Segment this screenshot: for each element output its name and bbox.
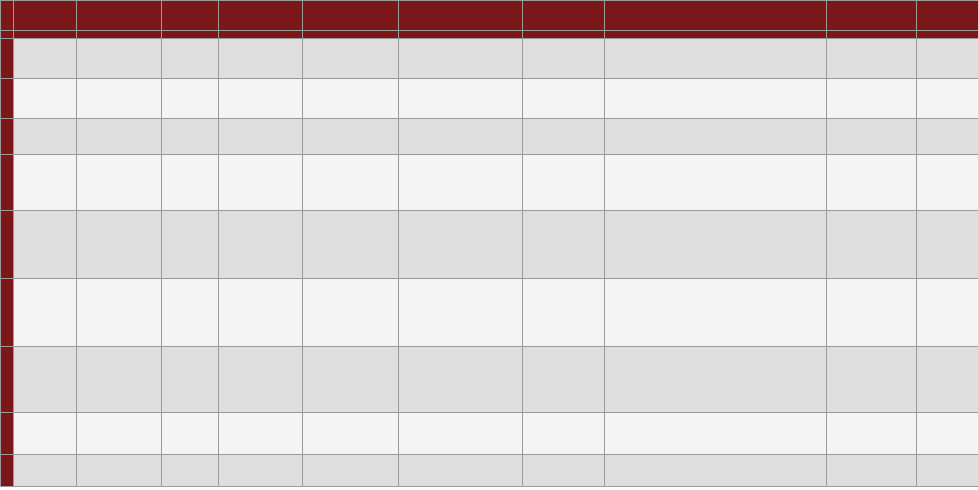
row-last-col <box>917 347 978 413</box>
row-retention <box>523 413 605 455</box>
row-data-categories <box>162 79 219 119</box>
subheader-c3 <box>77 31 162 39</box>
row-security <box>605 347 827 413</box>
row-security <box>605 155 827 211</box>
header-data-categories <box>162 1 219 31</box>
row-activity <box>14 413 77 455</box>
row-transfers <box>399 455 523 487</box>
table-row <box>1 79 978 119</box>
row-last-col <box>917 119 978 155</box>
row-data-categories <box>162 455 219 487</box>
header-col-10 <box>827 1 917 31</box>
row-transfers <box>399 39 523 79</box>
row-purpose <box>77 279 162 347</box>
row-number <box>1 279 14 347</box>
row-col-10 <box>827 455 917 487</box>
row-transfers <box>399 211 523 279</box>
row-purpose <box>77 79 162 119</box>
row-activity <box>14 119 77 155</box>
row-people-categories <box>219 413 303 455</box>
subheader-row <box>1 31 978 39</box>
row-col-10 <box>827 155 917 211</box>
row-number <box>1 79 14 119</box>
header-activity <box>14 1 77 31</box>
row-recipients <box>303 79 399 119</box>
row-data-categories <box>162 39 219 79</box>
table-row <box>1 119 978 155</box>
row-number <box>1 155 14 211</box>
subheader-c9 <box>605 31 827 39</box>
row-recipients <box>303 413 399 455</box>
row-activity <box>14 39 77 79</box>
row-people-categories <box>219 79 303 119</box>
row-recipients <box>303 279 399 347</box>
header-retention <box>523 1 605 31</box>
row-col-10 <box>827 39 917 79</box>
row-activity <box>14 79 77 119</box>
row-people-categories <box>219 211 303 279</box>
table-row <box>1 455 978 487</box>
row-number <box>1 413 14 455</box>
table-row <box>1 211 978 279</box>
row-purpose <box>77 211 162 279</box>
subheader-c7 <box>399 31 523 39</box>
row-number <box>1 455 14 487</box>
row-transfers <box>399 279 523 347</box>
row-col-10 <box>827 347 917 413</box>
row-col-10 <box>827 211 917 279</box>
row-retention <box>523 211 605 279</box>
table-row <box>1 413 978 455</box>
header-transfers <box>399 1 523 31</box>
header-security <box>605 1 827 31</box>
row-last-col <box>917 211 978 279</box>
row-purpose <box>77 347 162 413</box>
row-data-categories <box>162 279 219 347</box>
row-people-categories <box>219 119 303 155</box>
row-recipients <box>303 455 399 487</box>
row-number <box>1 347 14 413</box>
row-last-col <box>917 455 978 487</box>
row-activity <box>14 347 77 413</box>
table-row <box>1 39 978 79</box>
row-number <box>1 211 14 279</box>
row-activity <box>14 155 77 211</box>
row-last-col <box>917 39 978 79</box>
header-last-col <box>917 1 978 31</box>
row-last-col <box>917 155 978 211</box>
row-people-categories <box>219 155 303 211</box>
row-col-10 <box>827 79 917 119</box>
row-recipients <box>303 39 399 79</box>
row-recipients <box>303 211 399 279</box>
row-purpose <box>77 455 162 487</box>
row-retention <box>523 119 605 155</box>
row-security <box>605 413 827 455</box>
row-purpose <box>77 413 162 455</box>
row-transfers <box>399 119 523 155</box>
header-people-categories <box>219 1 303 31</box>
row-number <box>1 119 14 155</box>
row-security <box>605 455 827 487</box>
row-transfers <box>399 79 523 119</box>
table-row <box>1 347 978 413</box>
subheader-c11 <box>917 31 978 39</box>
subheader-c4 <box>162 31 219 39</box>
row-transfers <box>399 155 523 211</box>
row-activity <box>14 455 77 487</box>
row-retention <box>523 347 605 413</box>
row-people-categories <box>219 347 303 413</box>
row-security <box>605 39 827 79</box>
subheader-c10 <box>827 31 917 39</box>
header-recipients <box>303 1 399 31</box>
row-activity <box>14 211 77 279</box>
row-purpose <box>77 155 162 211</box>
table-row <box>1 155 978 211</box>
subheader-c5 <box>219 31 303 39</box>
table-row <box>1 279 978 347</box>
row-recipients <box>303 119 399 155</box>
row-transfers <box>399 413 523 455</box>
row-recipients <box>303 155 399 211</box>
row-recipients <box>303 347 399 413</box>
row-last-col <box>917 279 978 347</box>
row-data-categories <box>162 155 219 211</box>
row-retention <box>523 155 605 211</box>
row-col-10 <box>827 119 917 155</box>
row-last-col <box>917 79 978 119</box>
header-lp <box>1 1 14 31</box>
subheader-c8 <box>523 31 605 39</box>
row-data-categories <box>162 413 219 455</box>
header-row <box>1 1 978 31</box>
row-activity <box>14 279 77 347</box>
row-data-categories <box>162 347 219 413</box>
row-retention <box>523 279 605 347</box>
row-transfers <box>399 347 523 413</box>
row-purpose <box>77 119 162 155</box>
row-people-categories <box>219 279 303 347</box>
row-people-categories <box>219 39 303 79</box>
row-security <box>605 279 827 347</box>
subheader-c6 <box>303 31 399 39</box>
row-security <box>605 119 827 155</box>
row-purpose <box>77 39 162 79</box>
row-data-categories <box>162 119 219 155</box>
row-last-col <box>917 413 978 455</box>
row-col-10 <box>827 413 917 455</box>
row-security <box>605 79 827 119</box>
row-data-categories <box>162 211 219 279</box>
row-retention <box>523 455 605 487</box>
row-security <box>605 211 827 279</box>
row-retention <box>523 39 605 79</box>
row-number <box>1 39 14 79</box>
row-col-10 <box>827 279 917 347</box>
row-people-categories <box>219 455 303 487</box>
header-purpose <box>77 1 162 31</box>
row-retention <box>523 79 605 119</box>
